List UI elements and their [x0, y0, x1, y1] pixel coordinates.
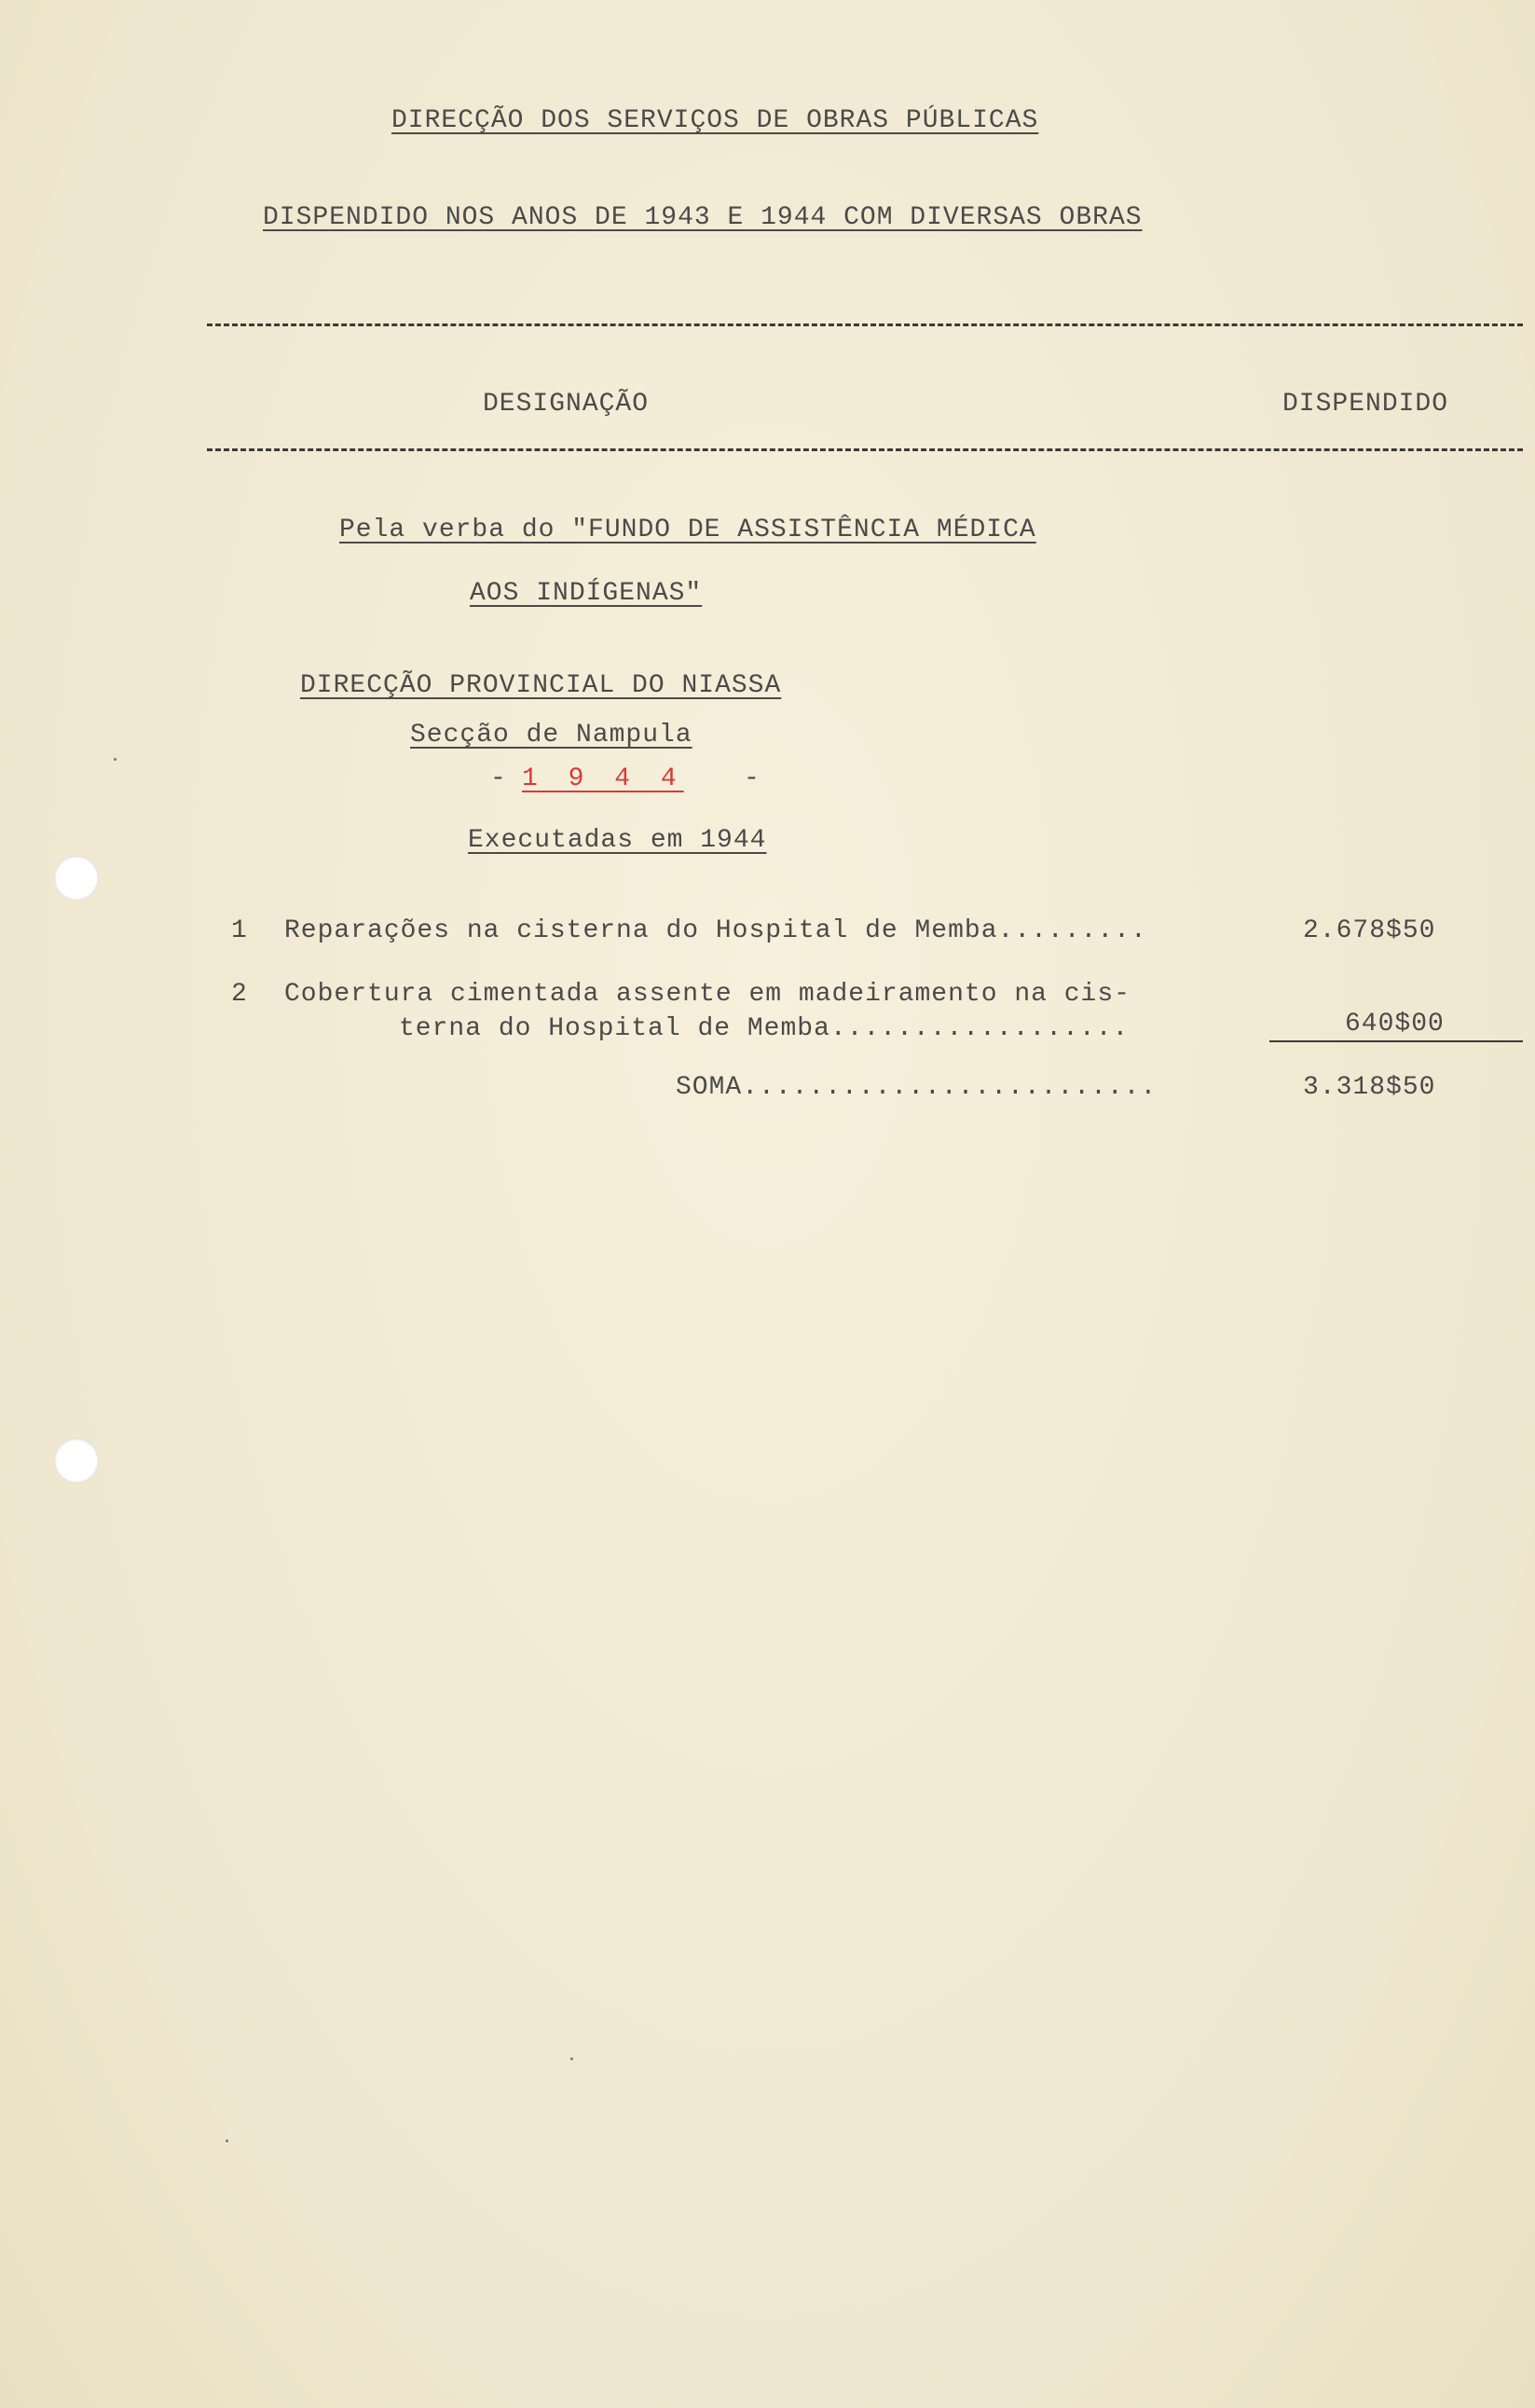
- column-header-dispendido: DISPENDIDO: [1282, 390, 1449, 419]
- item-description-continuation: terna do Hospital de Memba..................: [399, 1014, 1130, 1043]
- section-seccao: Secção de Nampula: [410, 721, 692, 750]
- item-description: Cobertura cimentada assente em madeiramento na cis-: [284, 980, 1131, 1009]
- paper-speck: [226, 2140, 228, 2142]
- section-year: 1 9 4 4: [522, 764, 684, 793]
- item-number: 2: [231, 980, 248, 1009]
- punch-hole-bottom: [54, 1438, 99, 1483]
- item-amount: 2.678$50: [1303, 916, 1436, 945]
- subtotal-rule: [1269, 1040, 1523, 1042]
- fund-title-line2: AOS INDÍGENAS": [470, 579, 703, 608]
- header-rule-bottom: [207, 448, 1523, 451]
- section-executadas: Executadas em 1944: [468, 826, 767, 855]
- paper-speck: [570, 2057, 573, 2060]
- item-description: Reparações na cisterna do Hospital de Memba.........: [284, 916, 1147, 945]
- column-header-designacao: DESIGNAÇÃO: [483, 390, 650, 419]
- total-label: SOMA.........................: [676, 1073, 1158, 1102]
- section-direccao: DIRECÇÃO PROVINCIAL DO NIASSA: [300, 671, 782, 700]
- header-rule-top: [207, 323, 1523, 326]
- total-amount: 3.318$50: [1303, 1073, 1436, 1102]
- fund-title-line1: Pela verba do "FUNDO DE ASSISTÊNCIA MÉDICA: [339, 516, 1036, 544]
- item-amount: 640$00: [1345, 1010, 1445, 1039]
- year-dash-left: -: [490, 764, 507, 793]
- header-subtitle: DISPENDIDO NOS ANOS DE 1943 E 1944 COM DIVERSAS OBRAS: [263, 203, 1143, 232]
- year-dash-right: -: [744, 764, 761, 793]
- punch-hole-top: [54, 856, 99, 901]
- header-title: DIRECÇÃO DOS SERVIÇOS DE OBRAS PÚBLICAS: [391, 106, 1039, 135]
- item-number: 1: [231, 916, 248, 945]
- paper-speck: [114, 758, 116, 761]
